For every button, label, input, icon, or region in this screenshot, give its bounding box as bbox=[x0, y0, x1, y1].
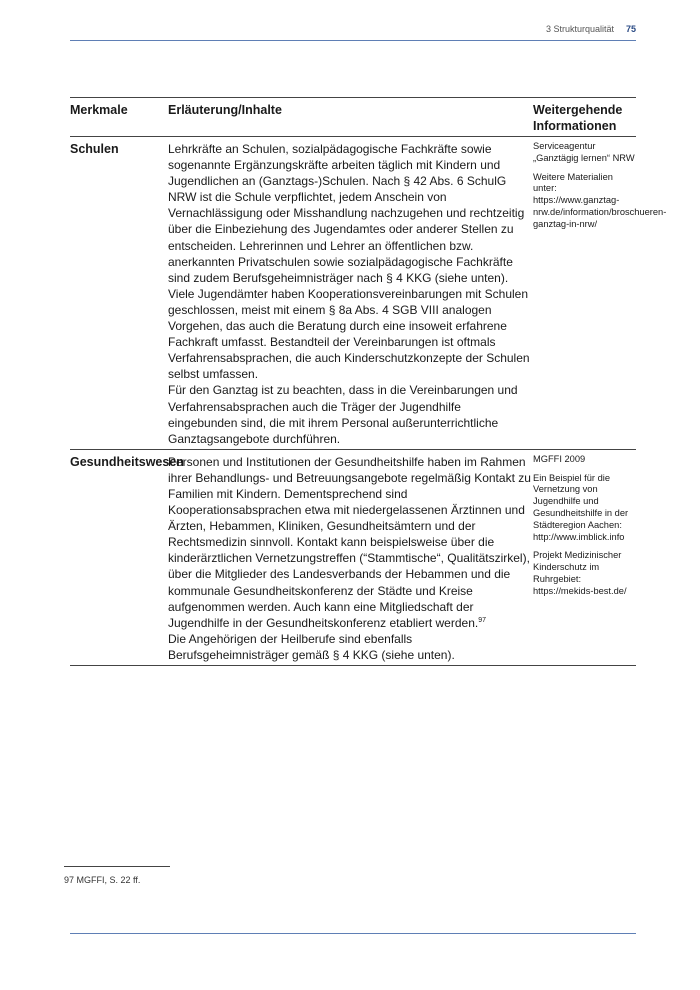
info-item: MGFFI 2009 bbox=[533, 453, 586, 464]
criteria-table bbox=[70, 97, 667, 666]
paragraph-text: Personen und Institutionen der Gesundheitshilfe haben im Rahmen ihrer Behandlungs- und Betreuungsangebote regelmäßig Kontakt zu Familien mit Kindern. Dementsprechend sind Kooperationsabsprachen etwa mit niedergelassenen Ärztinnen und Ärzten, Hebammen, Kliniken, Gesundheitsämtern und der Rechtsmedizin sinnvoll. Kontakt kann beispielsweise über die kinderärztlichen Vernetzungstreffen (“Stammtische“, Qualitätszirkel), über die Mitglieder des Landesverbands der Hebammen und die kommunale Gesundheitskonferenz der Städte und Kreise aufgenommen werden. Auch kann eine Mitgliedschaft der Jugendhilfe in der Gesundheitskonferenz etabliert werden. bbox=[168, 454, 531, 630]
info-item: Projekt Medizinischer Kinderschutz im Ruhrgebiet: https://mekids-best.de/ bbox=[533, 550, 627, 596]
chapter-title: 3 Strukturqualität bbox=[545, 24, 614, 34]
table-row-schulen bbox=[70, 137, 667, 449]
info-item: Weitere Materialien unter: https://www.ganztag-nrw.de/information/broschueren-ganztag-in-nrw/ bbox=[533, 171, 667, 229]
footnote-reference[interactable]: 97 bbox=[478, 616, 486, 624]
table-bottom-rule bbox=[70, 665, 636, 666]
row-info bbox=[533, 454, 636, 663]
footer-rule bbox=[70, 933, 636, 934]
column-header-erlaeuterung: Erläuterung/Inhalte bbox=[168, 103, 282, 117]
info-item: Ein Beispiel für die Vernetzung von Jugendhilfe und Gesundheitshilfe in der Städteregion Aachen: http://www.imblick.info bbox=[533, 472, 629, 542]
paragraph: Lehrkräfte an Schulen, sozialpädagogische Fachkräfte sowie sogenannte Ergänzungskräfte arbeiten täglich mit Kindern und Jugendlichen an (Ganztags-)Schulen. Nach § 42 Abs. 6 SchulG NRW ist die Schule verpflichtet, jedem Anschein von Vernachlässigung oder Misshandlung nachzugehen und rechtzeitig über die Einbeziehung des Jugendamtes oder anderer Stellen zu entscheiden. Lehrerinnen und Lehrer an öffentlichen bzw. anerkannten Privatschulen sowie sozialpädagogische Fachkräfte sind zudem Berufsgeheimnisträger nach § 4 KKG (siehe unten). bbox=[168, 142, 525, 285]
row-description bbox=[168, 454, 533, 663]
column-header-merkmale: Merkmale bbox=[70, 103, 128, 117]
info-item: Serviceagentur „Ganztägig lernen“ NRW bbox=[533, 141, 635, 163]
paragraph: Viele Jugendämter haben Kooperationsvereinbarungen mit Schulen geschlossen, meist mit einem § 8a Abs. 4 SGB VIII analogen Vorgehen, das auch die Beratung durch eine insoweit erfahrene Fachkraft umfasst. Bestandteil der Vereinbarungen ist oftmals Verfahrensabsprachen, die auch Kinderschutzkonzepte der Schulen selbst umfassen. bbox=[168, 286, 530, 382]
paragraph bbox=[168, 454, 533, 631]
header-rule bbox=[70, 40, 636, 41]
row-info bbox=[533, 141, 667, 447]
table-header-row bbox=[70, 98, 636, 136]
paragraph: Für den Ganztag ist zu beachten, dass in die Vereinbarungen und Verfahrensabsprachen auch die Träger der Jugendhilfe eingebunden sind, die mit ihrem Personal außerunterrichtliche Ganztagsangebote durchführen. bbox=[168, 383, 518, 446]
row-description bbox=[168, 141, 533, 447]
row-label: Gesundheitswesen bbox=[70, 454, 184, 469]
footnote-rule bbox=[64, 866, 170, 867]
page-number: 75 bbox=[625, 24, 636, 34]
running-header bbox=[546, 24, 636, 34]
footnote: 97 MGFFI, S. 22 ff. bbox=[64, 875, 141, 885]
table-row-gesundheitswesen bbox=[70, 450, 636, 665]
row-label: Schulen bbox=[70, 142, 119, 156]
column-header-informationen: Weitergehende Informationen bbox=[533, 103, 623, 133]
paragraph: Die Angehörigen der Heilberufe sind ebenfalls Berufsgeheimnisträger gemäß § 4 KKG (siehe unten). bbox=[168, 631, 455, 662]
